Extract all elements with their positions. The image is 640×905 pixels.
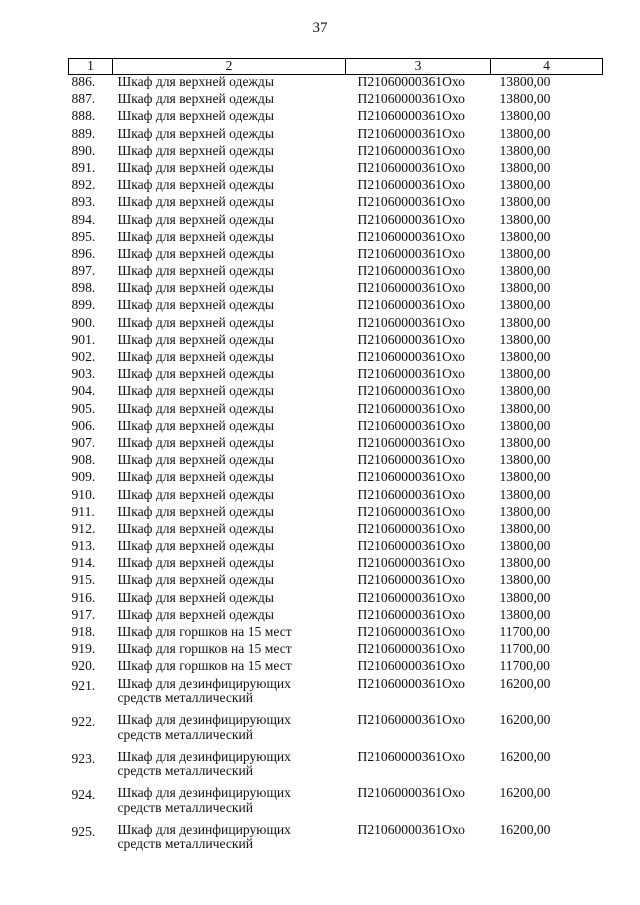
- item-name: [113, 642, 346, 659]
- item-code: П21060000361Охо: [357, 675, 465, 691]
- item-name-text: Шкаф для верхней одежды: [117, 434, 274, 450]
- table-row: [69, 144, 603, 161]
- item-price: 16200,00: [499, 785, 551, 801]
- item-code: П21060000361Охо: [357, 469, 465, 485]
- item-name-text: Шкаф для верхней одежды: [117, 572, 274, 588]
- item-name: [113, 470, 346, 487]
- table-row: [69, 195, 603, 212]
- item-price: 13800,00: [499, 245, 551, 261]
- row-number: 887.: [71, 91, 96, 107]
- row-number: 903.: [71, 366, 96, 382]
- item-price: 13800,00: [499, 434, 551, 450]
- item-price: 16200,00: [499, 821, 551, 837]
- item-price: 13800,00: [499, 417, 551, 433]
- table-row: [69, 333, 603, 350]
- item-price: 13800,00: [499, 297, 551, 313]
- item-name-text: Шкаф для верхней одежды: [117, 486, 274, 502]
- item-name: [113, 316, 346, 333]
- item-name: [113, 92, 346, 109]
- row-number: 902.: [71, 349, 96, 364]
- row-number: 914.: [71, 555, 96, 571]
- item-name: [113, 247, 346, 264]
- row-number: 923.: [71, 750, 96, 766]
- table-row: [69, 556, 603, 573]
- item-code: П21060000361Охо: [357, 177, 465, 193]
- item-code: П21060000361Охо: [357, 417, 465, 433]
- item-price: 13800,00: [499, 280, 551, 296]
- item-name: [113, 713, 346, 750]
- item-name: [113, 505, 346, 522]
- table-row: [69, 75, 603, 93]
- item-price: 13800,00: [499, 538, 551, 554]
- table-row: [69, 488, 603, 505]
- item-name: [113, 127, 346, 144]
- item-code: П21060000361Охо: [357, 349, 465, 364]
- item-code: П21060000361Охо: [357, 555, 465, 571]
- item-price: 13800,00: [499, 383, 551, 399]
- item-price: 13800,00: [499, 108, 551, 124]
- item-name: [113, 195, 346, 212]
- item-code: П21060000361Охо: [357, 228, 465, 244]
- item-price: 11700,00: [499, 658, 550, 674]
- table-row: [69, 161, 603, 178]
- item-name-text: Шкаф для верхней одежды: [117, 417, 274, 433]
- item-name-text: Шкаф для дезинфицирующих средств металлический: [117, 821, 291, 852]
- table-row: [69, 127, 603, 144]
- item-name-text: Шкаф для верхней одежды: [117, 349, 274, 364]
- item-name-text: Шкаф для верхней одежды: [117, 452, 274, 468]
- row-number: 895.: [71, 228, 96, 244]
- item-name-text: Шкаф для верхней одежды: [117, 469, 274, 485]
- item-name: [113, 488, 346, 505]
- item-price: 13800,00: [499, 349, 551, 364]
- item-name: [113, 659, 346, 676]
- table-header: [69, 59, 603, 75]
- row-number: 922.: [71, 714, 96, 730]
- item-name-text: Шкаф для верхней одежды: [117, 555, 274, 571]
- item-name: [113, 419, 346, 436]
- item-price: 13800,00: [499, 486, 551, 502]
- item-name: [113, 333, 346, 350]
- item-name: [113, 75, 346, 93]
- item-price: 16200,00: [499, 712, 551, 728]
- row-number: 910.: [71, 486, 96, 502]
- table-row: [69, 384, 603, 401]
- table-row: [69, 642, 603, 659]
- item-name-text: Шкаф для верхней одежды: [117, 108, 274, 124]
- item-price: 13800,00: [499, 263, 551, 279]
- item-price: 13800,00: [499, 194, 551, 210]
- row-number: 897.: [71, 263, 96, 279]
- row-number: 891.: [71, 159, 96, 175]
- item-code: П21060000361Охо: [357, 314, 465, 330]
- item-price: 13800,00: [499, 314, 551, 330]
- item-name-text: Шкаф для верхней одежды: [117, 400, 274, 416]
- row-number: 906.: [71, 417, 96, 433]
- item-code: П21060000361Охо: [357, 658, 465, 674]
- item-code: П21060000361Охо: [357, 142, 465, 158]
- item-code: П21060000361Охо: [357, 821, 465, 837]
- item-code: П21060000361Охо: [357, 606, 465, 622]
- item-name-text: Шкаф для дезинфицирующих средств металлический: [117, 785, 291, 815]
- row-number: 924.: [71, 787, 96, 803]
- item-price: 13800,00: [499, 520, 551, 536]
- item-price: 13800,00: [499, 125, 551, 141]
- item-code: П21060000361Охо: [357, 383, 465, 399]
- table-row: [69, 230, 603, 247]
- item-code: П21060000361Охо: [357, 366, 465, 382]
- item-name: [113, 109, 346, 126]
- row-number: 911.: [71, 503, 95, 519]
- item-name: [113, 144, 346, 161]
- table-body: [69, 75, 603, 860]
- item-name-text: Шкаф для верхней одежды: [117, 314, 274, 330]
- table-row: [69, 677, 603, 714]
- table-row: [69, 367, 603, 384]
- item-name: [113, 522, 346, 539]
- row-number: 904.: [71, 383, 96, 399]
- row-number: 888.: [71, 108, 96, 124]
- item-code: П21060000361Охо: [357, 589, 465, 605]
- item-name-text: Шкаф для горшков на 15 мест: [117, 641, 292, 657]
- item-code: П21060000361Охо: [357, 712, 465, 728]
- row-number: 916.: [71, 589, 96, 605]
- item-price: 13800,00: [499, 606, 551, 622]
- table-row: [69, 539, 603, 556]
- table-row: [69, 591, 603, 608]
- item-name: [113, 367, 346, 384]
- item-code: П21060000361Охо: [357, 125, 465, 141]
- item-name-text: Шкаф для верхней одежды: [117, 177, 274, 193]
- row-number: 886.: [71, 74, 96, 89]
- item-name: [113, 608, 346, 625]
- row-number: 909.: [71, 469, 96, 485]
- item-name-text: Шкаф для верхней одежды: [117, 503, 274, 519]
- table-row: [69, 247, 603, 264]
- item-code: П21060000361Охо: [357, 572, 465, 588]
- item-name-text: Шкаф для верхней одежды: [117, 297, 274, 313]
- item-price: 11700,00: [499, 641, 550, 657]
- row-number: 919.: [71, 641, 96, 657]
- table-row: [69, 453, 603, 470]
- row-number: 920.: [71, 658, 96, 674]
- item-code: П21060000361Охо: [357, 624, 465, 639]
- row-number: 889.: [71, 125, 96, 141]
- row-number: 918.: [71, 624, 96, 639]
- item-name-text: Шкаф для верхней одежды: [117, 159, 274, 175]
- item-name: [113, 161, 346, 178]
- item-name-text: Шкаф для верхней одежды: [117, 245, 274, 261]
- item-name: [113, 677, 346, 714]
- item-name: [113, 402, 346, 419]
- item-name: [113, 750, 346, 787]
- column-header-3: 3: [346, 59, 491, 75]
- table-row: [69, 350, 603, 367]
- item-name: [113, 384, 346, 401]
- item-price: 13800,00: [499, 142, 551, 158]
- table-row: [69, 823, 603, 860]
- item-name-text: Шкаф для верхней одежды: [117, 74, 274, 89]
- item-code: П21060000361Охо: [357, 263, 465, 279]
- item-name: [113, 786, 346, 823]
- item-name-text: Шкаф для верхней одежды: [117, 211, 274, 227]
- item-code: П21060000361Охо: [357, 159, 465, 175]
- row-number: 913.: [71, 538, 96, 554]
- item-code: П21060000361Охо: [357, 331, 465, 347]
- item-name-text: Шкаф для верхней одежды: [117, 91, 274, 107]
- item-name: [113, 453, 346, 470]
- table-row: [69, 298, 603, 315]
- inventory-table: [68, 58, 603, 859]
- item-price: 11700,00: [499, 624, 550, 639]
- item-code: П21060000361Охо: [357, 245, 465, 261]
- item-name: [113, 178, 346, 195]
- item-code: П21060000361Охо: [357, 520, 465, 536]
- table-row: [69, 213, 603, 230]
- item-code: П21060000361Охо: [357, 74, 465, 89]
- item-name-text: Шкаф для горшков на 15 мест: [117, 624, 292, 639]
- row-number: 905.: [71, 400, 96, 416]
- table-row: [69, 522, 603, 539]
- row-number: 892.: [71, 177, 96, 193]
- item-price: 13800,00: [499, 211, 551, 227]
- table-row: [69, 281, 603, 298]
- table-row: [69, 608, 603, 625]
- item-code: П21060000361Охо: [357, 280, 465, 296]
- table-row: [69, 402, 603, 419]
- row-number: 925.: [71, 823, 96, 839]
- item-code: П21060000361Охо: [357, 434, 465, 450]
- item-name: [113, 350, 346, 367]
- item-price: 13800,00: [499, 228, 551, 244]
- row-number: 907.: [71, 434, 96, 450]
- item-name: [113, 213, 346, 230]
- item-price: 16200,00: [499, 675, 551, 691]
- row-number: 894.: [71, 211, 96, 227]
- row-number: 900.: [71, 314, 96, 330]
- item-price: 13800,00: [499, 177, 551, 193]
- item-name-text: Шкаф для верхней одежды: [117, 589, 274, 605]
- column-header-1: 1: [69, 59, 113, 75]
- row-number: 899.: [71, 297, 96, 313]
- item-name: [113, 591, 346, 608]
- column-header-4: 4: [491, 59, 603, 75]
- item-price: 13800,00: [499, 469, 551, 485]
- item-price: 13800,00: [499, 366, 551, 382]
- item-code: П21060000361Охо: [357, 91, 465, 107]
- table-row: [69, 659, 603, 676]
- column-header-2: 2: [113, 59, 346, 75]
- table-row: [69, 713, 603, 750]
- row-number: 917.: [71, 606, 96, 622]
- item-code: П21060000361Охо: [357, 297, 465, 313]
- item-code: П21060000361Охо: [357, 211, 465, 227]
- item-name-text: Шкаф для дезинфицирующих средств металлический: [117, 675, 291, 706]
- item-name-text: Шкаф для верхней одежды: [117, 125, 274, 141]
- item-name: [113, 573, 346, 590]
- row-number: 896.: [71, 245, 96, 261]
- item-name-text: Шкаф для верхней одежды: [117, 280, 274, 296]
- item-name-text: Шкаф для верхней одежды: [117, 142, 274, 158]
- item-name-text: Шкаф для верхней одежды: [117, 606, 274, 622]
- item-name-text: Шкаф для верхней одежды: [117, 194, 274, 210]
- item-name-text: Шкаф для верхней одежды: [117, 383, 274, 399]
- table-row: [69, 750, 603, 787]
- item-code: П21060000361Охо: [357, 641, 465, 657]
- item-name-text: Шкаф для верхней одежды: [117, 263, 274, 279]
- table-row: [69, 419, 603, 436]
- table-row: [69, 92, 603, 109]
- table-row: [69, 470, 603, 487]
- row-number: 898.: [71, 280, 96, 296]
- item-name: [113, 539, 346, 556]
- item-code: П21060000361Охо: [357, 503, 465, 519]
- item-price: 13800,00: [499, 74, 551, 89]
- row-number: 901.: [71, 331, 96, 347]
- table-row: [69, 264, 603, 281]
- table-row: [69, 178, 603, 195]
- row-number: 912.: [71, 520, 96, 536]
- item-code: П21060000361Охо: [357, 748, 465, 764]
- table-row: [69, 109, 603, 126]
- item-name-text: Шкаф для верхней одежды: [117, 520, 274, 536]
- table-row: [69, 625, 603, 642]
- row-number: 893.: [71, 194, 96, 210]
- row-number: 908.: [71, 452, 96, 468]
- item-name: [113, 230, 346, 247]
- table-row: [69, 316, 603, 333]
- row-number: 890.: [71, 142, 96, 158]
- table-row: [69, 786, 603, 823]
- item-price: 16200,00: [499, 748, 551, 764]
- item-name: [113, 556, 346, 573]
- item-code: П21060000361Охо: [357, 486, 465, 502]
- item-price: 13800,00: [499, 572, 551, 588]
- item-code: П21060000361Охо: [357, 194, 465, 210]
- item-name-text: Шкаф для дезинфицирующих средств металлический: [117, 712, 291, 742]
- item-name: [113, 264, 346, 281]
- item-price: 13800,00: [499, 503, 551, 519]
- item-price: 13800,00: [499, 589, 551, 605]
- item-price: 13800,00: [499, 555, 551, 571]
- item-name-text: Шкаф для верхней одежды: [117, 228, 274, 244]
- item-name-text: Шкаф для верхней одежды: [117, 538, 274, 554]
- item-name-text: Шкаф для верхней одежды: [117, 366, 274, 382]
- item-code: П21060000361Охо: [357, 452, 465, 468]
- item-price: 13800,00: [499, 400, 551, 416]
- item-price: 13800,00: [499, 159, 551, 175]
- item-name-text: Шкаф для горшков на 15 мест: [117, 658, 292, 674]
- item-name: [113, 298, 346, 315]
- item-code: П21060000361Охо: [357, 538, 465, 554]
- item-code: П21060000361Охо: [357, 785, 465, 801]
- page-number: 37: [312, 20, 328, 36]
- table-row: [69, 573, 603, 590]
- item-name-text: Шкаф для дезинфицирующих средств металлический: [117, 748, 291, 779]
- table-row: [69, 505, 603, 522]
- item-price: 13800,00: [499, 452, 551, 468]
- item-name: [113, 436, 346, 453]
- item-name: [113, 823, 346, 860]
- item-price: 13800,00: [499, 91, 551, 107]
- item-code: П21060000361Охо: [357, 108, 465, 124]
- item-name: [113, 281, 346, 298]
- item-name: [113, 625, 346, 642]
- item-code: П21060000361Охо: [357, 400, 465, 416]
- row-number: 915.: [71, 572, 96, 588]
- item-name-text: Шкаф для верхней одежды: [117, 331, 274, 347]
- table-row: [69, 436, 603, 453]
- row-number: 921.: [71, 677, 96, 693]
- item-price: 13800,00: [499, 331, 551, 347]
